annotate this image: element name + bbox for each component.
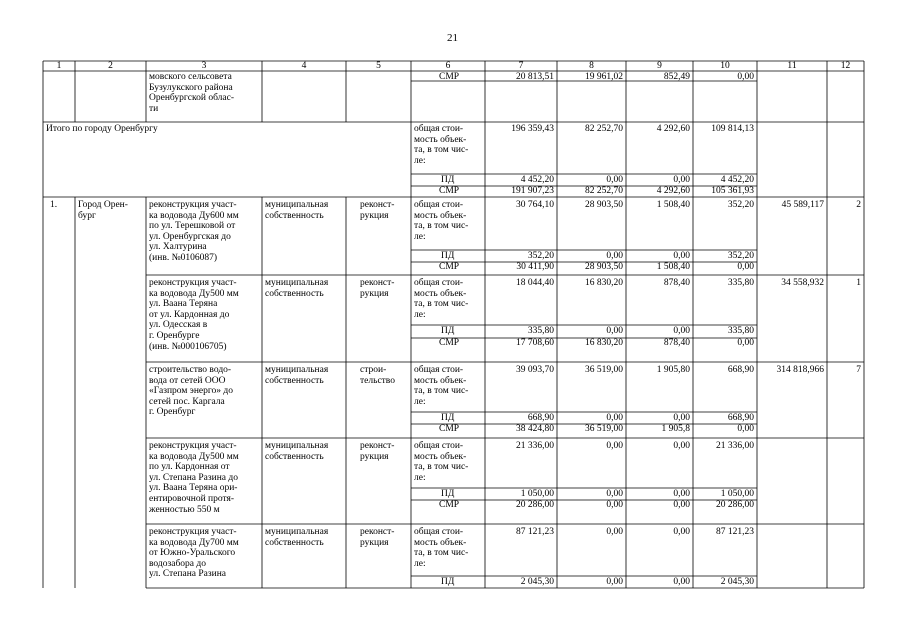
value-cell: 352,20: [527, 251, 554, 261]
value-cell: 196 359,43: [511, 124, 554, 134]
city-name: бург: [78, 210, 96, 221]
value-cell: 30 764,10: [516, 200, 554, 210]
object-name: ул. Степана Разина до: [149, 472, 238, 483]
pd-label: ПД: [441, 577, 455, 587]
value-cell: 0,00: [673, 175, 690, 185]
object-name: от ул. Кардонная до: [149, 309, 230, 320]
object-name: мовского сельсовета: [149, 72, 232, 82]
value-cell: 352,20: [727, 251, 754, 261]
value-cell: 21 336,00: [716, 441, 754, 451]
column-header: 1: [56, 61, 62, 71]
total-cost-label: та, в том чис-: [414, 462, 469, 473]
smr-label: СМР: [439, 186, 460, 196]
smr-label: СМР: [439, 424, 460, 434]
total-cost-label: та, в том чис-: [414, 299, 469, 310]
column-header: 10: [720, 61, 730, 71]
work-type-label: реконст-: [360, 527, 395, 537]
total-cost-label: ле:: [414, 396, 426, 407]
value-cell: 1 508,40: [656, 262, 690, 272]
object-name: (инв. №000106705): [149, 341, 227, 352]
total-cost-label: та, в том чис-: [414, 386, 469, 397]
column-header: 6: [445, 61, 451, 71]
value-cell: 109 814,13: [711, 124, 754, 134]
value-cell: 352,20: [727, 200, 754, 210]
object-name: реконструкция участ-: [149, 278, 237, 288]
object-name: ка водовода Ду500 мм: [149, 288, 239, 299]
total-cost-label: мость объек-: [414, 375, 467, 386]
column-header: 7: [518, 61, 524, 71]
total-cost-label: та, в том чис-: [414, 145, 469, 156]
column-header: 12: [840, 61, 851, 71]
value-cell: 20 813,51: [516, 72, 554, 82]
value-cell: 0,00: [606, 489, 623, 499]
object-name: реконструкция участ-: [149, 527, 237, 537]
object-name: вода от сетей ООО: [149, 375, 226, 386]
value-cell: 0,00: [606, 413, 623, 423]
column-header: 11: [787, 61, 797, 71]
total-cost-label: общая стои-: [414, 527, 464, 537]
value-cell: 0,00: [606, 251, 623, 261]
total-cost-label: та, в том чис-: [414, 221, 469, 232]
pd-label: ПД: [441, 251, 455, 261]
total-cost-label: ле:: [414, 155, 426, 166]
value-cell: 82 252,70: [585, 186, 623, 196]
value-cell: 19 961,02: [585, 72, 623, 82]
value-cell: 87 121,23: [716, 527, 754, 537]
work-type-label: рукция: [360, 288, 389, 299]
value-cell: 2 045,30: [720, 577, 754, 587]
ownership-label: собственность: [265, 537, 324, 548]
total-cost-label: мость объек-: [414, 210, 467, 221]
value-cell: 852,49: [663, 72, 690, 82]
total-cost-label: общая стои-: [414, 365, 464, 375]
value-cell: 28 903,50: [585, 200, 623, 210]
value-cell: 30 411,90: [516, 262, 554, 272]
work-type-label: строи-: [360, 365, 387, 375]
total-cost-label: общая стои-: [414, 278, 464, 288]
value-cell: 28 903,50: [585, 262, 623, 272]
value-cell: 4 452,20: [520, 175, 554, 185]
ownership-label: собственность: [265, 210, 324, 221]
value-cell: 878,40: [663, 278, 690, 288]
page-number: 21: [447, 32, 458, 44]
column-header: 3: [201, 61, 207, 71]
value-cell: 1 508,40: [656, 200, 690, 210]
value-cell: 105 361,93: [711, 186, 754, 196]
total-cost-label: общая стои-: [414, 441, 464, 451]
value-cell: 82 252,70: [585, 124, 623, 134]
value-cell: 39 093,70: [516, 365, 554, 375]
work-type-label: рукция: [360, 451, 389, 462]
value-cell: 17 708,60: [516, 338, 554, 348]
object-name: по ул. Кардонная от: [149, 462, 230, 473]
object-name: «Газпром энерго» до: [149, 386, 234, 397]
total-cost-label: ле:: [414, 472, 426, 483]
value-cell: 0,00: [737, 262, 754, 272]
value-cell: 0,00: [673, 500, 690, 510]
work-type-label: рукция: [360, 210, 389, 221]
ownership-label: муниципальная: [265, 441, 329, 451]
ownership-label: собственность: [265, 375, 324, 386]
object-name: ти: [149, 103, 159, 114]
object-name: ентировочной протя-: [149, 494, 235, 504]
value-cell: 335,80: [527, 326, 554, 336]
ownership-label: муниципальная: [265, 278, 329, 288]
value-cell: 0,00: [606, 577, 623, 587]
value-cell: 0,00: [673, 251, 690, 261]
value-cell: 0,00: [606, 441, 623, 451]
object-name: (инв. №0106087): [149, 253, 218, 263]
object-name: г. Оренбург: [149, 407, 196, 418]
value-cell: 0,00: [673, 577, 690, 587]
value-cell: 87 121,23: [516, 527, 554, 537]
object-name: ка водовода Ду600 мм: [149, 210, 239, 221]
ownership-label: муниципальная: [265, 200, 329, 210]
value-cell: 878,40: [663, 338, 690, 348]
total-cost-label: общая стои-: [414, 200, 464, 210]
column-header: 4: [301, 61, 307, 71]
ownership-label: собственность: [265, 288, 324, 299]
total-cost-label: ле:: [414, 309, 426, 320]
work-type-label: реконст-: [360, 278, 395, 288]
object-name: водозабора до: [149, 558, 206, 569]
value-cell: 0,00: [737, 338, 754, 348]
value-cell: 0,00: [673, 441, 690, 451]
value-cell: 36 519,00: [585, 365, 623, 375]
ownership-label: муниципальная: [265, 527, 329, 537]
value-cell: 38 424,80: [516, 424, 554, 434]
value-cell: 4 292,60: [656, 186, 690, 196]
column-header: 8: [589, 61, 594, 71]
value-cell: 1 905,8: [661, 424, 690, 434]
value-cell: 335,80: [727, 326, 754, 336]
object-name: реконструкция участ-: [149, 441, 237, 451]
value-cell: 16 830,20: [585, 278, 623, 288]
object-count: 1: [856, 278, 861, 288]
value-cell: 16 830,20: [585, 338, 623, 348]
total-cost-label: общая стои-: [414, 124, 464, 134]
value-cell: 1 905,80: [656, 365, 690, 375]
ownership-label: муниципальная: [265, 365, 329, 375]
value-cell: 20 286,00: [716, 500, 754, 510]
value-cell: 668,90: [527, 413, 554, 423]
object-name: ка водовода Ду700 мм: [149, 537, 239, 548]
total-cost-label: мость объек-: [414, 134, 467, 145]
total-cost-label: мость объек-: [414, 288, 467, 299]
city-name: Город Орен-: [78, 200, 128, 210]
object-count: 2: [856, 200, 861, 210]
object-name: ул. Оренбургская до: [149, 231, 231, 242]
value-cell: 20 286,00: [516, 500, 554, 510]
total-cost-label: та, в том чис-: [414, 548, 469, 559]
total-cost-label: ле:: [414, 231, 426, 242]
value-cell: 0,00: [673, 413, 690, 423]
object-capacity: 34 558,932: [781, 278, 824, 288]
column-header: 5: [376, 61, 381, 71]
column-header: 9: [657, 61, 662, 71]
value-cell: 21 336,00: [516, 441, 554, 451]
value-cell: 4 292,60: [656, 124, 690, 134]
object-name: ул. Ваана Теряна: [149, 299, 218, 310]
object-name: по ул. Терешковой от: [149, 221, 236, 232]
value-cell: 668,90: [727, 413, 754, 423]
row-number: 1.: [50, 200, 58, 210]
object-name: от Южно-Уральского: [149, 548, 236, 559]
object-capacity: 45 589,117: [781, 200, 824, 210]
ownership-label: собственность: [265, 451, 324, 462]
value-cell: 1 050,00: [520, 489, 554, 499]
smr-label: СМР: [439, 338, 460, 348]
pd-label: ПД: [441, 175, 455, 185]
value-cell: 18 044,40: [516, 278, 554, 288]
smr-label: СМР: [439, 500, 460, 510]
work-type-label: реконст-: [360, 200, 395, 210]
value-cell: 0,00: [606, 500, 623, 510]
total-cost-label: мость объек-: [414, 451, 467, 462]
pd-label: ПД: [441, 489, 455, 499]
value-cell: 4 452,20: [720, 175, 754, 185]
object-count: 7: [856, 365, 861, 375]
object-name: ул. Халтурина: [149, 242, 207, 253]
smr-label: СМР: [439, 262, 460, 272]
value-cell: 335,80: [727, 278, 754, 288]
column-header: 2: [108, 61, 113, 71]
value-cell: 0,00: [737, 424, 754, 434]
object-name: г. Оренбурге: [149, 331, 200, 341]
object-name: ка водовода Ду500 мм: [149, 451, 239, 462]
pd-label: ПД: [441, 326, 455, 336]
value-cell: 0,00: [606, 527, 623, 537]
object-name: строительство водо-: [149, 365, 232, 375]
object-name: Бузулукского района: [149, 82, 233, 93]
pd-label: ПД: [441, 413, 455, 423]
value-cell: 0,00: [737, 72, 754, 82]
value-cell: 36 519,00: [585, 424, 623, 434]
object-name: реконструкция участ-: [149, 200, 237, 210]
object-name: ул. Одесская в: [149, 320, 208, 331]
object-name: женностью 550 м: [149, 504, 220, 515]
value-cell: 191 907,23: [511, 186, 554, 196]
smr-label: СМР: [439, 72, 460, 82]
value-cell: 0,00: [673, 489, 690, 499]
value-cell: 0,00: [673, 527, 690, 537]
value-cell: 668,90: [727, 365, 754, 375]
work-type-label: реконст-: [360, 441, 395, 451]
value-cell: 0,00: [606, 326, 623, 336]
city-total-label: Итого по городу Оренбургу: [46, 124, 158, 134]
object-name: ул. Ваана Теряна ори-: [149, 483, 238, 494]
work-type-label: тельство: [360, 375, 395, 386]
value-cell: 0,00: [673, 326, 690, 336]
work-type-label: рукция: [360, 537, 389, 548]
total-cost-label: мость объек-: [414, 537, 467, 548]
object-name: ул. Степана Разина: [149, 569, 227, 580]
value-cell: 0,00: [606, 175, 623, 185]
value-cell: 1 050,00: [720, 489, 754, 499]
object-name: сетей пос. Каргала: [149, 396, 225, 407]
value-cell: 2 045,30: [520, 577, 554, 587]
object-capacity: 314 818,966: [776, 365, 824, 375]
total-cost-label: ле:: [414, 558, 426, 569]
object-name: Оренбургской облас-: [149, 93, 235, 104]
